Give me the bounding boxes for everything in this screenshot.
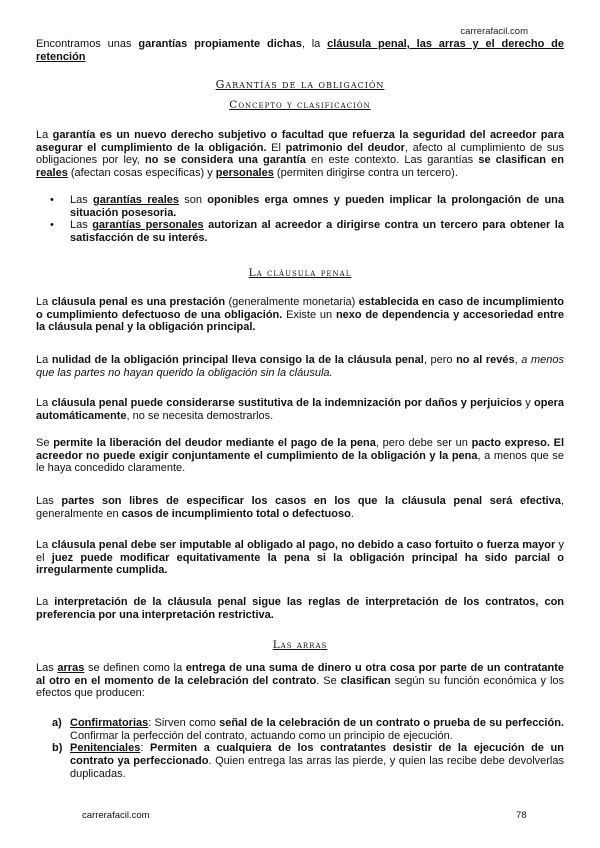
text-run: , la bbox=[301, 38, 328, 50]
text-run: juez puede modificar equitativamente la pena si la obligación principal ha sido parcial o irregularmente cumplida. bbox=[36, 551, 564, 577]
text-run: oponibles erga omnes y pueden implicar la prolongación de una situación posesoria. bbox=[70, 194, 564, 219]
text-run: garantías personales bbox=[92, 219, 204, 232]
bullet-item-reales bbox=[36, 194, 564, 219]
text-run: : bbox=[140, 742, 151, 755]
text-run: se clasifican en bbox=[478, 154, 564, 167]
text-run: (permiten dirigirse contra un tercero). bbox=[273, 167, 458, 180]
arras-item-confirmatorias bbox=[36, 717, 564, 742]
text-run: y el bbox=[36, 539, 565, 564]
text-run: garantía es un nuevo derecho subjetivo o facultad que refuerza la seguridad del acreedor para asegurar el cumplimiento de la obligación. bbox=[36, 129, 564, 154]
text-run: pacto expreso. bbox=[471, 437, 550, 449]
text-run: Penitenciales bbox=[70, 742, 141, 755]
heading-garantias: Garantías de la obligación bbox=[215, 78, 385, 91]
paragraph-garantia bbox=[36, 129, 564, 180]
text-run: Encontramos unas bbox=[36, 38, 139, 50]
text-run: garantías reales bbox=[93, 194, 180, 206]
arras-item-label: b) bbox=[52, 742, 63, 755]
text-run: patrimonio del deudor bbox=[285, 141, 405, 154]
text-run: cláusula penal, las arras y el derecho de retención bbox=[36, 38, 564, 63]
text-run: . bbox=[350, 507, 354, 520]
text-run: garantías propiamente dichas bbox=[138, 38, 302, 50]
paragraph-clausula-5 bbox=[36, 495, 564, 520]
text-run: según su función económica y los efectos que producen: bbox=[36, 674, 565, 700]
intro-paragraph bbox=[36, 38, 564, 63]
text-run: nexo de dependencia y accesoriedad entre la cláusula penal y la obligación principal. bbox=[36, 308, 565, 334]
paragraph-clausula-6 bbox=[36, 539, 564, 577]
text-run: , pero debe ser un bbox=[375, 437, 472, 449]
text-run: (afectan cosas específicas) y bbox=[67, 167, 216, 180]
text-run: reales bbox=[36, 167, 68, 180]
text-run: , generalmente en bbox=[36, 495, 564, 520]
header-site: carrerafacil.com bbox=[460, 26, 528, 37]
text-run: se definen como la bbox=[84, 662, 186, 674]
text-run: cláusula penal es una prestación bbox=[51, 296, 226, 308]
text-run: Confirmatorias bbox=[70, 717, 149, 729]
text-run: Las bbox=[70, 194, 94, 206]
text-run: en este contexto. Las garantías bbox=[305, 154, 479, 167]
paragraph-clausula-7 bbox=[36, 596, 564, 621]
text-run: , no se necesita demostrarlos. bbox=[126, 409, 274, 422]
text-run: , afecto al cumplimiento de sus obligaciones por ley, bbox=[36, 141, 564, 167]
text-run: , a menos que se le haya concedido claramente. bbox=[36, 449, 564, 475]
text-run: clasifican bbox=[340, 674, 391, 687]
text-run: . Quien entrega las arras las pierde, y quien las recibe debe devolverlas duplicadas. bbox=[70, 755, 564, 780]
text-run: El acreedor no puede exigir conjuntamente el cumplimiento de la obligación y la pena bbox=[36, 437, 565, 462]
paragraph-arras bbox=[36, 662, 564, 700]
bullet-list bbox=[36, 194, 564, 245]
paragraph-clausula-2 bbox=[36, 354, 564, 379]
text-run: partes son libres de especificar los casos en los que la cláusula penal será efectiva bbox=[61, 495, 561, 507]
heading-concepto: Concepto y clasificación bbox=[229, 99, 371, 111]
text-run: Permiten a cualquiera de los contratantes desistir de la ejecución de un contrato ya perfeccionado bbox=[70, 742, 564, 768]
text-run: La bbox=[36, 539, 52, 551]
text-run: entrega de una suma de dinero u otra cosa por parte de un contratante al otro en el momento de la celebración del contrato bbox=[36, 662, 564, 687]
text-run: , bbox=[514, 354, 522, 366]
heading-clausula: La cláusula penal bbox=[248, 267, 352, 279]
text-run: establecida en caso de incumplimiento o cumplimiento defectuoso de una obligación. bbox=[36, 296, 564, 321]
text-run: no al revés bbox=[456, 354, 515, 366]
text-run: , pero bbox=[423, 354, 457, 366]
text-run: Existe un bbox=[282, 308, 336, 321]
text-run: Se bbox=[36, 437, 54, 449]
text-run: (generalmente monetaria) bbox=[225, 296, 359, 308]
text-run: Las bbox=[36, 662, 58, 674]
text-run: Las bbox=[70, 219, 93, 232]
text-run: : Sirven como bbox=[148, 717, 220, 729]
paragraph-clausula-4 bbox=[36, 437, 564, 475]
text-run: autorizan al acreedor a dirigirse contra un tercero para obtener la satisfacción de su interés. bbox=[70, 219, 564, 245]
text-run: señal de la celebración de un contrato o prueba de su perfección. bbox=[219, 717, 564, 729]
text-run: El bbox=[266, 141, 286, 154]
text-run: La bbox=[36, 397, 52, 409]
arras-list bbox=[36, 717, 564, 781]
text-run: opera automáticamente bbox=[36, 397, 564, 422]
text-run: La bbox=[36, 354, 52, 366]
text-run: Confirmar la perfección del contrato, actuando como un principio de ejecución. bbox=[70, 729, 453, 742]
text-run: permite la liberación del deudor mediante el pago de la pena bbox=[53, 437, 376, 449]
text-run: cláusula penal puede considerarse sustitutiva de la indemnización por daños y perjuicios bbox=[51, 397, 523, 409]
text-run: arras bbox=[57, 662, 85, 674]
page-number: 78 bbox=[516, 810, 527, 821]
text-run: nulidad de la obligación principal lleva consigo la de la cláusula penal bbox=[51, 354, 424, 366]
text-run: La bbox=[36, 296, 52, 308]
bullet-item-personales bbox=[36, 219, 564, 244]
text-run: cláusula penal debe ser imputable al obligado al pago, no debido a caso fortuito o fuerza mayor bbox=[51, 539, 556, 551]
text-run: son bbox=[179, 194, 208, 206]
text-run: Las bbox=[36, 495, 62, 507]
arras-item-label: a) bbox=[52, 717, 62, 729]
text-run: . Se bbox=[316, 674, 341, 687]
text-run: La bbox=[36, 596, 55, 608]
text-run: personales bbox=[215, 167, 274, 180]
text-run: a menos que las partes no hayan querido la obligación sin la cláusula. bbox=[36, 354, 564, 379]
text-run: casos de incumplimiento total o defectuoso bbox=[121, 507, 351, 520]
paragraph-clausula-1 bbox=[36, 296, 564, 334]
text-run: no se considera una garantía bbox=[145, 154, 306, 167]
heading-arras: Las arras bbox=[272, 639, 328, 651]
text-run: y bbox=[522, 397, 535, 409]
paragraph-clausula-3 bbox=[36, 397, 564, 422]
footer-site: carrerafacil.com bbox=[82, 810, 150, 821]
text-run: interpretación de la cláusula penal sigue las reglas de interpretación de los contratos, con preferencia por una interpretación restrictiva. bbox=[36, 596, 565, 621]
arras-item-penitenciales bbox=[36, 742, 564, 780]
text-run: La bbox=[36, 129, 53, 141]
